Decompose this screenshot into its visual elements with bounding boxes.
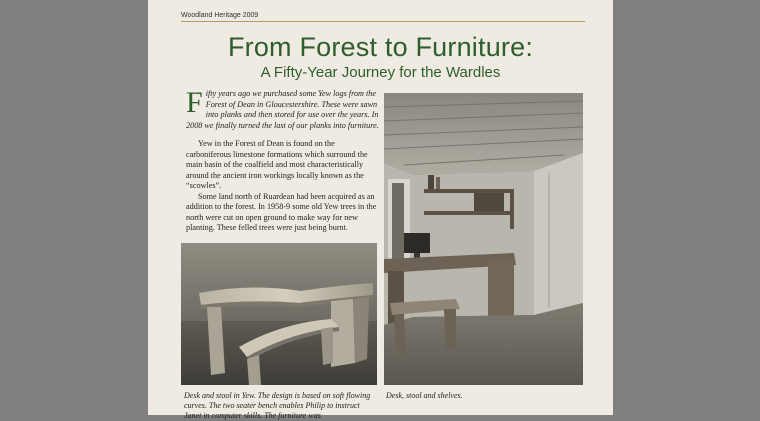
desk-stool-shelves-photo [384, 93, 583, 385]
header-rule [181, 21, 585, 22]
intro-paragraph [186, 86, 381, 131]
room-photo-caption: Desk, stool and shelves. [386, 391, 463, 400]
desk-stool-photo [181, 243, 377, 385]
intro-text: ifty years ago we purchased some Yew logs from the Forest of Dean in Gloucestershire. These were sawn into planks and then stored for use over the years. In 2008 we finally turned the last of our planks into furniture. [186, 89, 379, 130]
article-title: From Forest to Furniture: [227, 32, 534, 62]
room-illustration [384, 93, 583, 385]
document-page [148, 0, 613, 420]
body-paragraph: Yew in the Forest of Dean is found on the carboniferous limestone formations which surround the main basin of the coalfield and most characteristically around the ancient iron workings locally known as the “scowles”. [186, 139, 368, 190]
drop-cap: F [186, 86, 203, 119]
desk-stool-illustration [181, 243, 377, 385]
article-subtitle: A Fifty-Year Journey for the Wardles [260, 64, 501, 81]
body-paragraph: Some land north of Ruardean had been acquired as an addition to the forest. In 1958-9 some old Yew trees in the north were cut on open ground to make way for new planting. These felled trees were just being burnt. [186, 191, 377, 232]
running-head: Woodland Heritage 2009 [181, 12, 259, 19]
desk-photo-caption: Desk and stool in Yew. The design is based on soft flowing curves. The two seater bench enables Philip to instruct Janet in computer skills. The furniture was [184, 391, 371, 420]
article-body [186, 139, 381, 234]
